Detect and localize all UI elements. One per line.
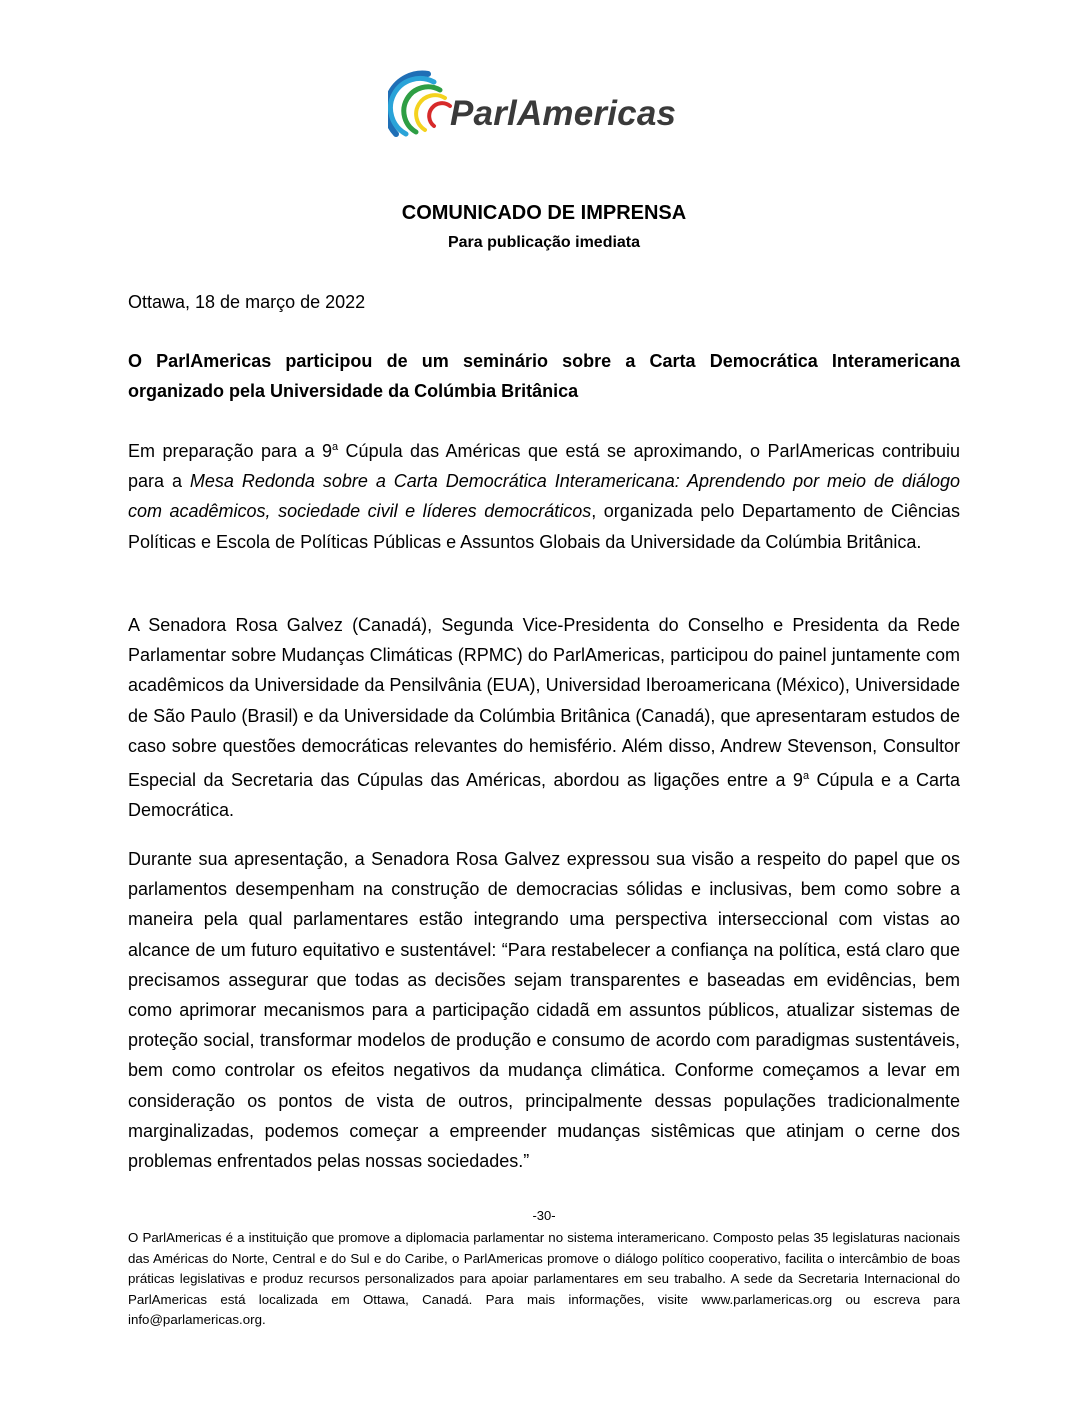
paragraph-participants — [128, 610, 960, 825]
paragraph-intro — [128, 432, 960, 557]
paragraph-intro-text-1: Em preparação para a 9 — [128, 441, 332, 461]
parlamericas-logo — [388, 68, 704, 160]
paragraph-intro-text-2: Cúpula das Américas que está se aproximando, o ParlAmericas contribuiu para a — [128, 441, 960, 492]
headline: O ParlAmericas participou de um seminário sobre a Carta Democrática Interamericana organizado pela Universidade da Colúmbia Britânica — [128, 351, 960, 402]
paragraph-participants-text-1: A Senadora Rosa Galvez (Canadá), Segunda Vice-Presidenta do Conselho e Presidenta da Rede Parlamentar sobre Mudanças Climáticas (RPMC) do ParlAmericas, participou do painel juntamente com acadêmicos da Universidade da Pensilvânia (EUA), Universidad Iberoamericana (México), Universidade de São Paulo (Brasil) e da Universidade da Colúmbia Britânica (Canadá), que apresentaram estudos de caso sobre questões democráticas relevantes do hemisfério. Além disso, Andrew Stevenson, Consultor Especial da Secretaria das Cúpulas das Américas, abordou as ligações entre a 9 — [128, 615, 960, 791]
paragraph-quote: Durante sua apresentação, a Senadora Rosa Galvez expressou sua visão a respeito do papel que os parlamentos desempenham na construção de democracias sólidas e inclusivas, bem como sobre a maneira pela qual parlamentares estão integrando uma perspectiva interseccional com vistas ao alcance de um futuro equitativo e sustentável: “Para restabelecer a confiança na política, está claro que precisamos assegurar que todas as decisões sejam transparentes e baseadas em evidências, bem como aprimorar mecanismos para a participação cidadã em assuntos públicos, atualizar sistemas de proteção social, transformar modelos de produção e consumo de acordo com paradigmas sustentáveis, bem como controlar os efeitos negativos da mudança climática. Conforme começamos a levar em consideração os pontos de vista de outros, principalmente dessas populações tradicionalmente marginalizadas, podemos começar a empreender mudanças sistêmicas que atinjam o cerne dos problemas enfrentados pelas nossas sociedades.” — [128, 849, 960, 1172]
event-title-italic: Mesa Redonda sobre a Carta Democrática Interamericana: Aprendendo por meio de diálogo com acadêmicos, sociedade civil e líderes democráticos — [128, 471, 960, 522]
document-subtitle: Para publicação imediata — [447, 234, 641, 251]
ordinal-superscript: a — [802, 770, 810, 783]
page-number: -30- — [532, 1208, 556, 1223]
document-title: COMUNICADO DE IMPRENSA — [401, 202, 687, 224]
footer-about: O ParlAmericas é a instituição que promove a diplomacia parlamentar no sistema interamericano. Composto pelas 35 legislaturas nacionais das Américas do Norte, Central e do Sul e do Caribe, o ParlAmericas promove o diálogo político cooperativo, facilita o intercâmbio de boas práticas legislativas e produz recursos personalizados para apoiar parlamentares em seu trabalho. A sede da Secretaria Internacional do ParlAmericas está localizada em Ottawa, Canadá. Para mais informações, visite www.parlamericas.org ou escreva para info@parlamericas.org. — [128, 1230, 960, 1328]
paragraph-participants-text-2: Cúpula e a Carta Democrática. — [128, 770, 960, 821]
ordinal-superscript: a — [331, 441, 339, 453]
paragraph-intro-text-3: , organizada pelo Departamento de Ciências Políticas e Escola de Políticas Públicas e Assuntos Globais da Universidade da Colúmbia Britânica. — [128, 501, 960, 552]
dateline: Ottawa, 18 de março de 2022 — [128, 292, 366, 312]
logo-wordmark: ParlAmericas — [450, 94, 677, 133]
